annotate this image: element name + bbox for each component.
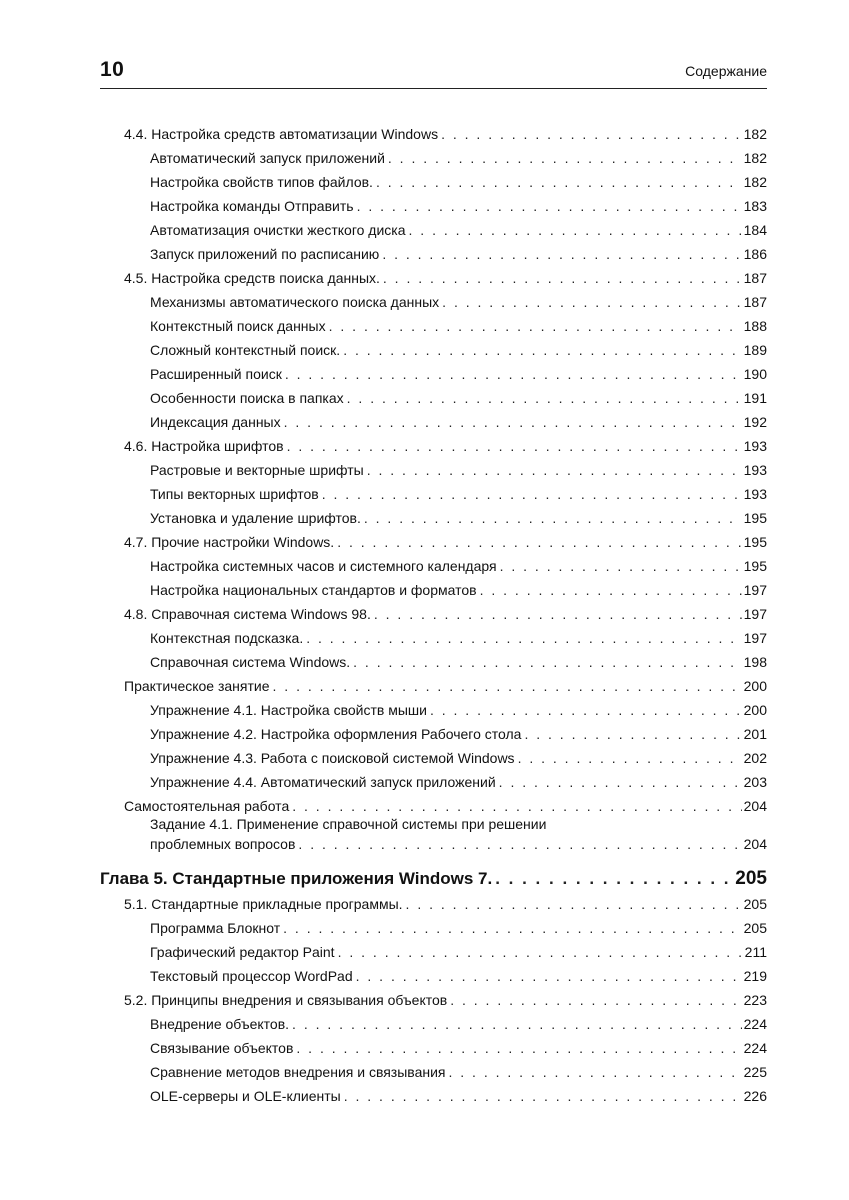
toc-subsection[interactable]: Установка и удаление шрифтов. . . . 195 [150,506,767,530]
toc-subsection[interactable]: проблемных вопросов . . . 204 [150,832,767,856]
toc-page-number: 224 [743,1040,767,1056]
toc-page-number: 198 [743,654,767,670]
toc-page-number: 219 [743,968,767,984]
toc-subsection[interactable]: Автоматизация очистки жесткого диска . . . 184 [150,218,767,242]
toc-subsection[interactable]: Справочная система Windows. . . . 198 [150,650,767,674]
toc-subsection[interactable]: Упражнение 4.4. Автоматический запуск приложений . . . 203 [150,770,767,794]
toc-page-number: 224 [743,1016,767,1032]
toc-subsection[interactable]: Графический редактор Paint . . . 211 [150,940,767,964]
toc-page-number: 204 [743,836,767,852]
toc-subsection[interactable]: Настройка команды Отправить . . . 183 [150,194,767,218]
toc-page-number: 190 [743,366,767,382]
toc-page-number: 197 [743,582,767,598]
toc-section[interactable]: 4.8. Справочная система Windows 98. . . . 197 [124,602,767,626]
toc-subsection[interactable]: Особенности поиска в папках . . . 191 [150,386,767,410]
toc-page-number: 205 [743,920,767,936]
toc-subsection[interactable]: Настройка системных часов и системного календаря . . . 195 [150,554,767,578]
toc-subsection[interactable]: Индексация данных . . . 192 [150,410,767,434]
toc-section[interactable]: 4.7. Прочие настройки Windows. . . . 195 [124,530,767,554]
toc-subsection[interactable]: OLE-серверы и OLE-клиенты . . . 226 [150,1084,767,1108]
toc-page-number: 192 [743,414,767,430]
toc-page-number: 183 [743,198,767,214]
toc-section[interactable]: 5.2. Принципы внедрения и связывания объектов . . . 223 [124,988,767,1012]
toc-subsection[interactable]: Сложный контекстный поиск. . . . 189 [150,338,767,362]
toc-page-number: 195 [743,510,767,526]
toc-page-number: 189 [743,342,767,358]
toc-subsection[interactable]: Программа Блокнот . . . 205 [150,916,767,940]
toc-page-number: 182 [743,126,767,142]
toc-page-number: 187 [743,270,767,286]
toc-section[interactable]: Практическое занятие . . . 200 [124,674,767,698]
toc-subsection[interactable]: Растровые и векторные шрифты . . . 193 [150,458,767,482]
toc-page-number: 182 [743,174,767,190]
toc-page-number: 202 [743,750,767,766]
toc-page-number: 191 [743,390,767,406]
toc-subsection[interactable]: Упражнение 4.2. Настройка оформления Рабочего стола . . . 201 [150,722,767,746]
toc-page-number: 203 [743,774,767,790]
toc-section[interactable]: 4.5. Настройка средств поиска данных. . . . 187 [124,266,767,290]
running-head: Содержание [685,63,767,79]
toc-page-number: 193 [743,486,767,502]
toc-page-number: 197 [743,630,767,646]
toc-page-number: 200 [743,702,767,718]
toc-page-number: 211 [744,944,767,960]
toc-subsection[interactable]: Типы векторных шрифтов . . . 193 [150,482,767,506]
toc-page-number: 186 [743,246,767,262]
toc-subsection[interactable]: Расширенный поиск . . . 190 [150,362,767,386]
toc-subsection[interactable]: Автоматический запуск приложений . . . 182 [150,146,767,170]
toc-page-number: 195 [743,534,767,550]
toc-page-number: 188 [743,318,767,334]
toc-page-number: 226 [743,1088,767,1104]
toc-page-number: 182 [743,150,767,166]
toc-page-number: 200 [743,678,767,694]
toc-section[interactable]: 4.6. Настройка шрифтов . . . 193 [124,434,767,458]
toc-page-number: 184 [743,222,767,238]
toc-page-number: 223 [743,992,767,1008]
toc-subsection[interactable]: Настройка национальных стандартов и форматов . . . 197 [150,578,767,602]
toc-subsection[interactable]: Настройка свойств типов файлов. . . . 182 [150,170,767,194]
toc-section[interactable]: Самостоятельная работа . . . 204 [124,794,767,818]
header-rule [100,88,767,89]
toc-section[interactable]: 4.4. Настройка средств автоматизации Windows . . . 182 [124,122,767,146]
toc-page-number: 187 [743,294,767,310]
toc-subsection[interactable]: Запуск приложений по расписанию . . . 186 [150,242,767,266]
toc-subsection[interactable]: Сравнение методов внедрения и связывания . . . 225 [150,1060,767,1084]
page-number: 10 [100,58,125,81]
toc-subsection[interactable]: Контекстный поиск данных . . . 188 [150,314,767,338]
toc-chapter[interactable]: Глава 5. Стандартные приложения Windows 7. . . . 205 [100,866,767,892]
toc-page-number: 193 [743,462,767,478]
toc-page-number: 205 [743,896,767,912]
toc-page-number: 193 [743,438,767,454]
toc-subsection[interactable]: Механизмы автоматического поиска данных . . . 187 [150,290,767,314]
toc-subsection[interactable]: Связывание объектов . . . 224 [150,1036,767,1060]
toc-subsection[interactable]: Внедрение объектов. . . . 224 [150,1012,767,1036]
toc-subsection[interactable]: Текстовый процессор WordPad . . . 219 [150,964,767,988]
toc-page-number: 197 [743,606,767,622]
toc-subsection[interactable]: Упражнение 4.1. Настройка свойств мыши . . . 200 [150,698,767,722]
toc-page-number: 205 [735,868,767,889]
toc-page-number: 204 [743,798,767,814]
toc-subsection[interactable]: Контекстная подсказка. . . . 197 [150,626,767,650]
toc-page-number: 201 [743,726,767,742]
toc-subsection[interactable]: Упражнение 4.3. Работа с поисковой системой Windows . . . 202 [150,746,767,770]
toc-section[interactable]: 5.1. Стандартные прикладные программы. . . . 205 [124,892,767,916]
toc-page-number: 195 [743,558,767,574]
toc-subsection-first-line[interactable]: Задание 4.1. Применение справочной системы при решении [150,816,547,832]
toc-page-number: 225 [743,1064,767,1080]
